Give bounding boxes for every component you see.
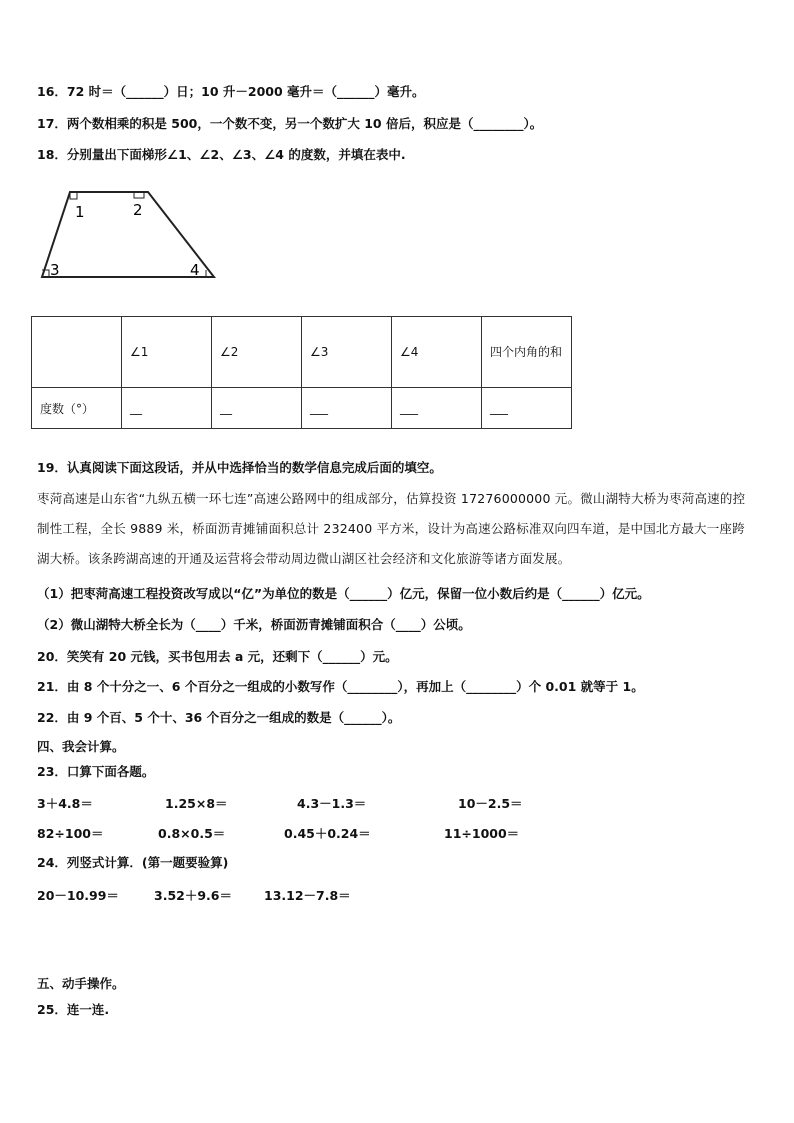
question-24: 24．列竖式计算．(第一题要验算) bbox=[37, 855, 229, 870]
calc-item: 20－10.99＝ bbox=[37, 888, 119, 903]
table-header-empty bbox=[32, 317, 122, 388]
calc-item: 11÷1000＝ bbox=[444, 826, 520, 841]
calc-item: 13.12－7.8＝ bbox=[264, 888, 351, 903]
calc-item: 10－2.5＝ bbox=[458, 796, 523, 811]
calc-item: 3.52＋9.6＝ bbox=[154, 888, 232, 903]
question-18: 18．分别量出下面梯形∠1、∠2、∠3、∠4 的度数，并填在表中. bbox=[37, 147, 406, 162]
table-row-label: 度数（°） bbox=[32, 388, 122, 429]
table-cell-blank[interactable]: ___ bbox=[482, 388, 572, 429]
question-22: 22．由 9 个百、5 个十、36 个百分之一组成的数是（______）。 bbox=[37, 710, 401, 725]
calc-item: 0.8×0.5＝ bbox=[158, 826, 226, 841]
table-header-angle3: ∠3 bbox=[302, 317, 392, 388]
section-4-heading: 四、我会计算。 bbox=[37, 739, 125, 754]
angle-label-2: 2 bbox=[133, 201, 143, 219]
calc-item: 3＋4.8＝ bbox=[37, 796, 93, 811]
table-cell-blank[interactable]: ___ bbox=[392, 388, 482, 429]
question-19-part2: （2）微山湖特大桥全长为（____）千米，桥面沥青摊铺面积合（____）公顷。 bbox=[37, 617, 471, 632]
table-header-angle2: ∠2 bbox=[212, 317, 302, 388]
calc-item: 4.3－1.3＝ bbox=[297, 796, 367, 811]
table-header-row bbox=[32, 317, 572, 388]
section-5-heading: 五、动手操作。 bbox=[37, 976, 125, 991]
calc-item: 1.25×8＝ bbox=[165, 796, 228, 811]
calc-item: 0.45＋0.24＝ bbox=[284, 826, 371, 841]
question-19-paragraph: 枣菏高速是山东省“九纵五横一环七连”高速公路网中的组成部分，估算投资 17276000000 元。微山湖特大桥为枣菏高速的控制性工程，全长 9889 米，桥面沥青摊铺面积总计 232400 平方米，设计为高速公路标准双向四车道，是中国北方最大一座跨湖大桥。该条跨湖高速的开通及运营将会带动周边微山湖区社会经济和文化旅游等诸方面发展。 bbox=[37, 491, 746, 566]
angle-label-3: 3 bbox=[50, 261, 60, 279]
calc-item: 82÷100＝ bbox=[37, 826, 104, 841]
table-cell-blank[interactable]: ___ bbox=[302, 388, 392, 429]
question-19-part1: （1）把枣菏高速工程投资改写成以“亿”为单位的数是（______）亿元，保留一位小数后约是（______）亿元。 bbox=[37, 586, 650, 601]
question-16: 16．72 时＝（______）日；10 升－2000 毫升＝（______）毫升。 bbox=[37, 84, 425, 99]
question-20: 20．笑笑有 20 元钱，买书包用去 a 元，还剩下（______）元。 bbox=[37, 649, 398, 664]
table-cell-blank[interactable]: __ bbox=[212, 388, 302, 429]
table-header-angle4: ∠4 bbox=[392, 317, 482, 388]
angle-table bbox=[31, 316, 572, 429]
angle-label-1: 1 bbox=[75, 203, 85, 221]
question-19: 19．认真阅读下面这段话，并从中选择恰当的数学信息完成后面的填空。 bbox=[37, 460, 442, 475]
question-23: 23．口算下面各题。 bbox=[37, 764, 155, 779]
question-25: 25．连一连. bbox=[37, 1002, 110, 1017]
table-header-sum: 四个内角的和 bbox=[482, 317, 572, 388]
angle-label-4: 4 bbox=[190, 261, 200, 279]
table-row bbox=[32, 388, 572, 429]
table-header-angle1: ∠1 bbox=[122, 317, 212, 388]
table-cell-blank[interactable]: __ bbox=[122, 388, 212, 429]
question-17: 17．两个数相乘的积是 500，一个数不变，另一个数扩大 10 倍后，积应是（________）。 bbox=[37, 116, 543, 131]
trapezoid-figure bbox=[36, 186, 236, 286]
question-21: 21．由 8 个十分之一、6 个百分之一组成的小数写作（________），再加上（________）个 0.01 就等于 1。 bbox=[37, 679, 644, 694]
